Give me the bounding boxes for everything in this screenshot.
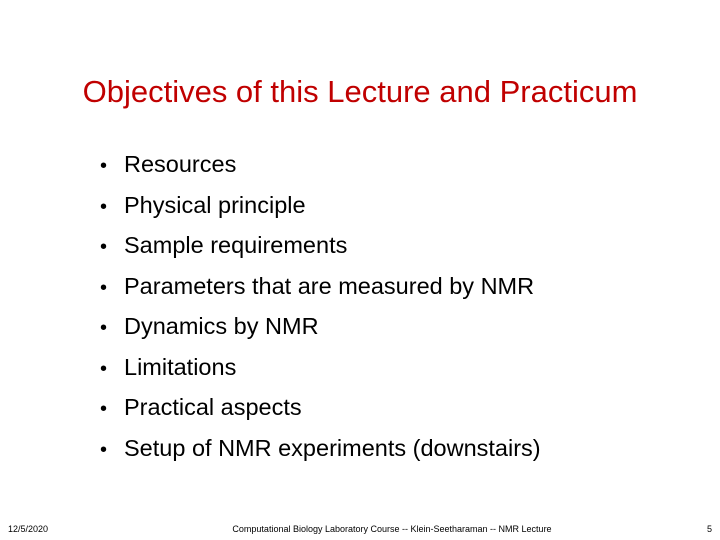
list-item — [100, 306, 541, 347]
bullet-text: Physical principle — [124, 191, 306, 218]
bullet-text: Setup of NMR experiments (downstairs) — [124, 434, 541, 461]
footer-text: Computational Biology Laboratory Course -- Klein-Seetharaman -- NMR Lecture — [232, 524, 552, 534]
page-number: 5 — [706, 524, 712, 534]
bullet-text: Dynamics by NMR — [124, 313, 319, 339]
bullet-icon: • — [100, 155, 108, 177]
slide-title: Objectives of this Lecture and Practicum — [82, 74, 638, 109]
list-item — [100, 347, 541, 388]
list-item — [100, 387, 541, 428]
list-item — [100, 266, 541, 307]
bullet-icon: • — [100, 276, 108, 299]
list-item — [100, 225, 541, 266]
bullet-icon: • — [100, 195, 108, 218]
bullet-icon: • — [100, 438, 108, 461]
footer-date: 12/5/2020 — [8, 524, 49, 534]
bullet-text: Practical aspects — [124, 394, 302, 420]
bullet-icon: • — [100, 357, 108, 380]
list-item — [100, 185, 541, 226]
bullet-text: Parameters that are measured by NMR — [124, 272, 535, 299]
bullet-text: Sample requirements — [124, 232, 348, 258]
bullet-list — [100, 144, 541, 468]
bullet-icon: • — [100, 236, 108, 258]
bullet-text: Limitations — [124, 353, 237, 380]
list-item — [100, 428, 541, 469]
bullet-icon: • — [100, 317, 108, 339]
list-item — [100, 144, 541, 185]
bullet-text: Resources — [124, 151, 237, 177]
bullet-icon: • — [100, 398, 108, 420]
